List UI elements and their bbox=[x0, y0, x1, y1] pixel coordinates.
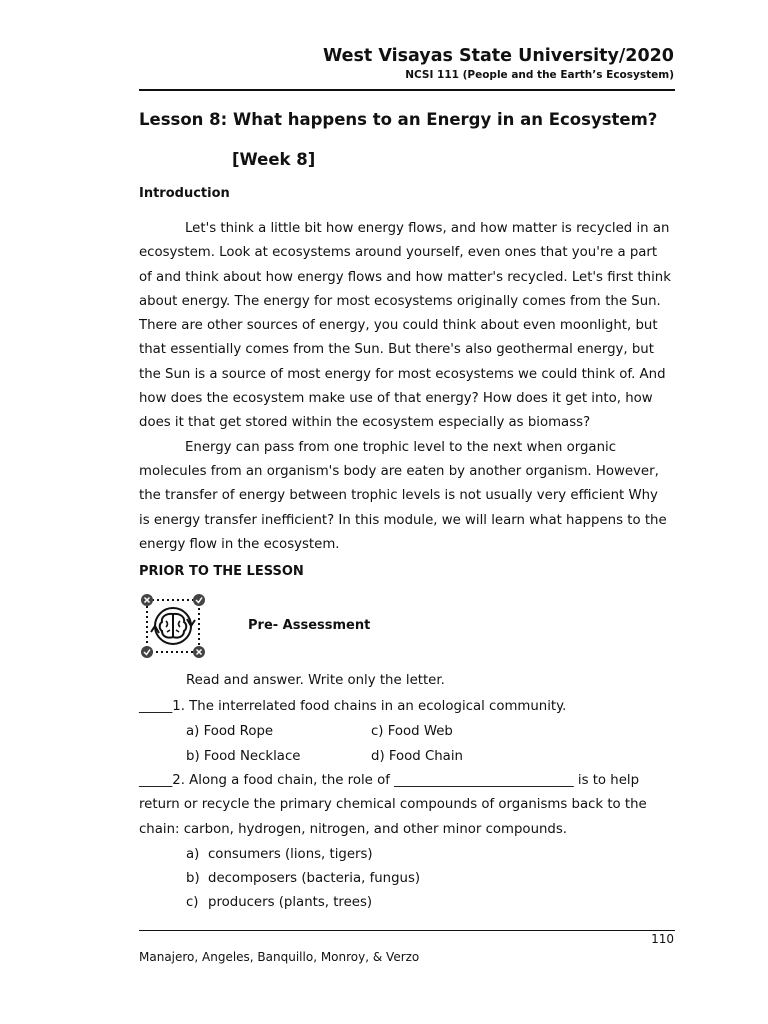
question-2-line-3: chain: carbon, hydrogen, nitrogen, and other minor compounds. bbox=[139, 822, 568, 837]
q2-option-b-letter: b) bbox=[186, 871, 200, 886]
footer-authors: Manajero, Angeles, Banquillo, Monroy, & Verzo bbox=[139, 950, 420, 964]
q2-option-c-text: producers (plants, trees) bbox=[208, 895, 373, 910]
intro-paragraph-2: Energy can pass from one trophic level to the next when organic molecules from an organism's body are eaten by another organism. However, the transfer of energy between trophic levels is not usually very efficient Why is energy transfer inefficient? In this module, we will learn what happens to the energy flow in the ecosystem. bbox=[139, 439, 667, 552]
q2-option-a-letter: a) bbox=[186, 847, 200, 862]
footer-divider bbox=[139, 930, 675, 931]
question-2-line-2: return or recycle the primary chemical compounds of organisms back to the bbox=[139, 797, 647, 812]
pre-assessment-label: Pre- Assessment bbox=[248, 618, 371, 633]
q1-option-c: c) Food Web bbox=[371, 724, 453, 739]
week-label: [Week 8] bbox=[232, 150, 316, 169]
q2-option-b-text: decomposers (bacteria, fungus) bbox=[208, 871, 421, 886]
course-subtitle: NCSI 111 (People and the Earth’s Ecosystem) bbox=[405, 69, 674, 81]
prior-heading: PRIOR TO THE LESSON bbox=[139, 564, 304, 579]
q1-option-d: d) Food Chain bbox=[371, 749, 463, 764]
lesson-title: Lesson 8: What happens to an Energy in an Ecosystem? bbox=[139, 110, 658, 129]
q2-option-c-letter: c) bbox=[186, 895, 199, 910]
q2-option-a-text: consumers (lions, tigers) bbox=[208, 847, 373, 862]
q1-option-b: b) Food Necklace bbox=[186, 749, 301, 764]
introduction-body bbox=[139, 217, 671, 557]
introduction-heading: Introduction bbox=[139, 186, 230, 201]
q1-option-a: a) Food Rope bbox=[186, 724, 274, 739]
brain-assessment-icon bbox=[137, 590, 209, 662]
university-header: West Visayas State University/2020 bbox=[322, 46, 674, 66]
header-divider bbox=[139, 89, 675, 91]
question-2-line-1: _____2. Along a food chain, the role of ___________________________ is to help bbox=[139, 773, 640, 788]
instruction-text: Read and answer. Write only the letter. bbox=[186, 673, 445, 688]
question-1: _____1. The interrelated food chains in an ecological community. bbox=[139, 699, 567, 714]
page-number: 110 bbox=[651, 932, 674, 946]
intro-paragraph-1: Let's think a little bit how energy flows, and how matter is recycled in an ecosystem. Look at ecosystems around yourself, even ones that you're a part of and think about how energy flows and how matter's recycled. Let's first think about energy. The energy for most ecosystems originally comes from the Sun. There are other sources of energy, you could think about even moonlight, but that essentially comes from the Sun. But there's also geothermal energy, but the Sun is a source of most energy for most ecosystems we could think of. And how does the ecosystem make use of that energy? How does it get into, how does it that get stored within the ecosystem especially as biomass? bbox=[139, 221, 671, 431]
